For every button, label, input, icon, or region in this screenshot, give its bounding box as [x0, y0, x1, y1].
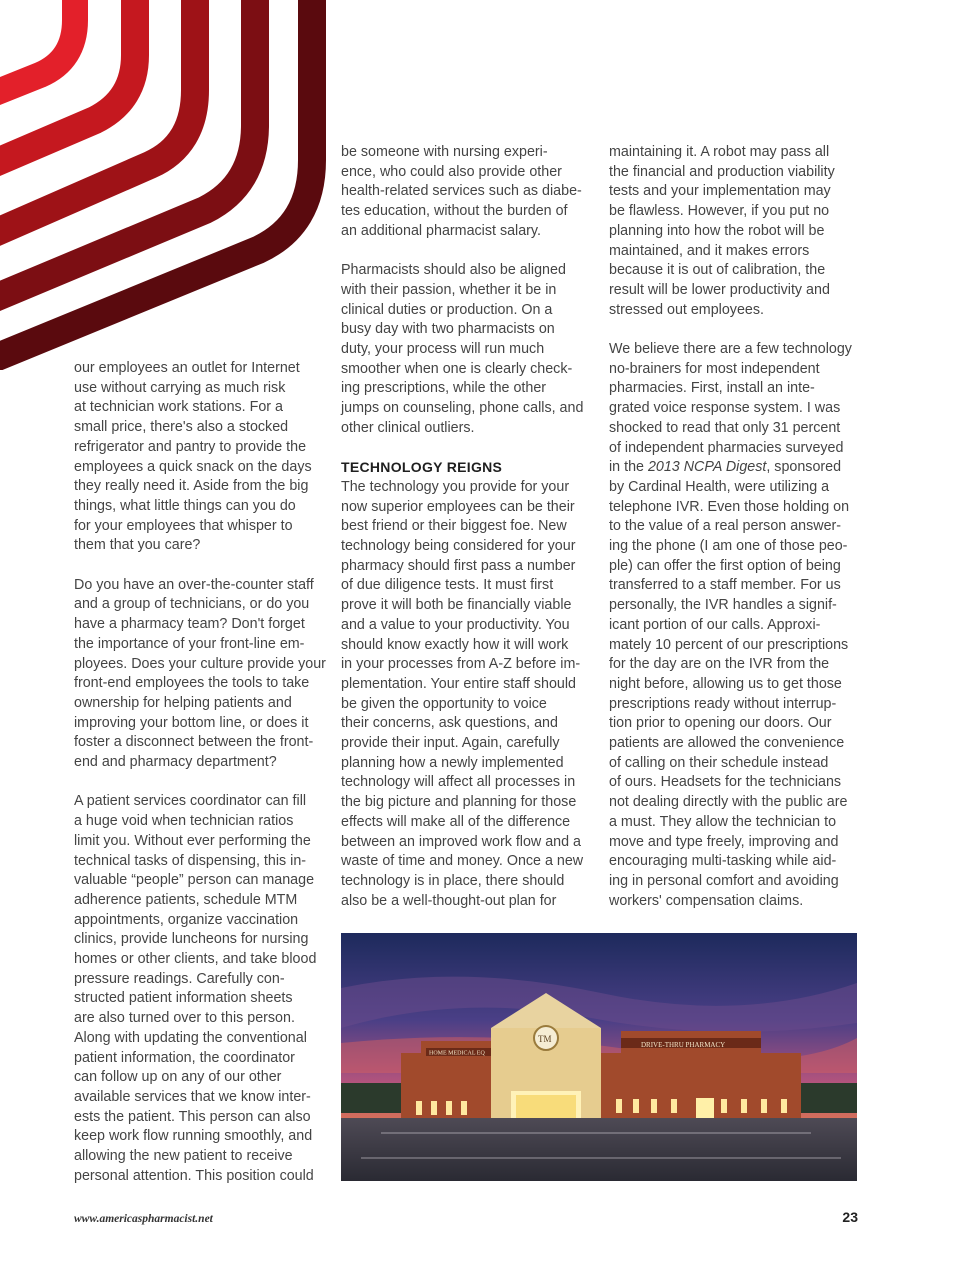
stripe-1	[0, 0, 75, 95]
paragraph: be someone with nursing experi- ence, who could also provide other health-related services such as diabe- tes education, without the burden of an additional pharmacist salary.	[341, 144, 582, 239]
drive-thru-sign: DRIVE-THRU PHARMACY	[641, 1041, 726, 1049]
pharmacy-photo-illustration	[341, 933, 857, 1181]
footer-url: www.americaspharmacist.net	[74, 1213, 213, 1225]
pharmacy-building-photo	[341, 933, 857, 1181]
paragraph: Pharmacists should also be aligned with their passion, whether it be in clinical duties or production. On a busy day with two pharmacists on duty, your process will run much smoother when one is clearly check- ing prescriptions, while the other jumps on counseling, phone calls, and other clinical outliers.	[341, 262, 584, 436]
paragraph: our employees an outlet for Internet use without carrying as much risk at technician work stations. For a small price, there's also a stocked refrigerator and pantry to provide the employees a quick snack on the days they really need it. Aside from the big things, what little things can you do for your employees that whisper to them that you care?	[74, 360, 312, 554]
paragraph: maintaining it. A robot may pass all the financial and production viability tests and your implementation may be flawless. However, if you put no planning into how the robot will be maintained, and it makes errors because it is out of calibration, the result will be lower productivity and stressed out employees.	[609, 144, 835, 318]
text-span: , sponsored by Cardinal Health, were utilizing a telephone IVR. Even those holding on to the value of a real person answer- ing the phone (I am one of those peo- ple) can offer the first option of being transferred to a staff member. For us personally, the IVR handles a signif- icant portion of our calls. Approxi- mately 10 percent of our prescriptions for the day are on the IVR from the night before, allowing us to get those prescriptions ready without interrup- tion prior to opening our doors. Our patients are allowed the convenience of calling on their schedule instead of ours. Headsets for the technicians not dealing directly with the public are a must. They allow the technician to move and type freely, improving and encouraging multi-tasking while aid- ing in personal comfort and avoiding workers' compensation claims.	[609, 459, 850, 909]
article-column-1	[74, 359, 326, 1187]
home-medical-sign: HOME MEDICAL EQ	[429, 1050, 485, 1057]
paragraph: Do you have an over-the-counter staff and a group of technicians, or do you have a pharmacy team? Don't forget the importance of your front-line em- ployees. Does your culture provide your front-end employees the tools to take ownership for helping patients and improving your bottom line, or does it foster a disconnect between the front- end and pharmacy department?	[74, 576, 326, 771]
article-column-2	[341, 143, 593, 911]
paragraph: A patient services coordinator can fill a huge void when technician ratios limit you. Without ever performing the technical tasks of dispensing, this in- valuable “people” person can manage adherence patients, schedule MTM appointments, organize vaccination clinics, provide luncheons for nursing homes or other clients, and take blood pressure readings. Carefully con- structed patient information sheets are also turned over to this person. Along with updating the conventional patient information, the coordinator can follow up on any of our other available services that we know inter- ests the patient. This person can also keep work flow running smoothly, and allowing the new patient to receive personal attention. This position could	[74, 793, 317, 1184]
paragraph	[609, 340, 859, 911]
pharmacy-logo: TM	[538, 1034, 552, 1044]
section-heading: TECHNOLOGY REIGNS	[341, 459, 503, 476]
decorative-stripes	[0, 0, 340, 370]
article-column-3	[609, 143, 859, 911]
page-number: 23	[842, 1209, 858, 1225]
paragraph: The technology you provide for your now superior employees can be their best friend or their biggest foe. New technology being considered for your pharmacy should first pass a number of due diligence tests. It must first prove it will both be financially viable and a value to your productivity. You should know exactly how it will work in your processes from A-Z before im- plementation. Your entire staff should be given the opportunity to voice their concerns, ask questions, and provide their input. Again, carefully planning how a newly implemented technology will affect all processes in the big picture and planning for those effects will make all of the difference between an improved work flow and a waste of time and money. Once a new technology is in place, there should also be a well-thought-out plan for	[341, 478, 584, 909]
publication-title: 2013 NCPA Digest	[647, 459, 767, 476]
text-span: We believe there are a few technology no-brainers for most independent pharmacies. First, install an inte- grated voice response system. I was shocked to read that only 31 percent of independent pharmacies surveyed in the	[609, 341, 852, 476]
